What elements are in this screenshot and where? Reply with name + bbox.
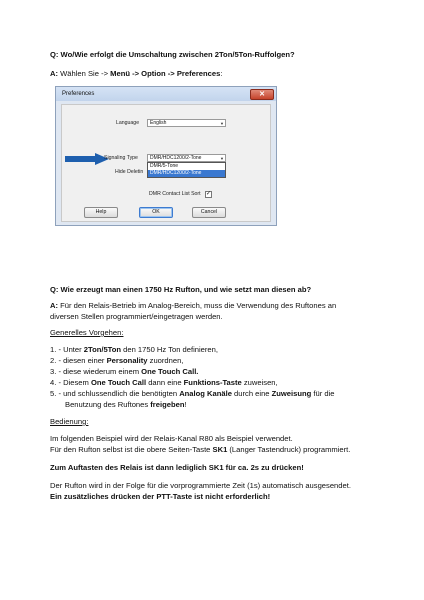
step-term: Zuweisung [271, 389, 312, 398]
answer-prefix: A: [50, 69, 61, 78]
step-text: Benutzung des Ruftones [65, 400, 151, 409]
usage-text: Für den Rufton selbst ist die obere Seiten-Taste [50, 445, 213, 454]
step-text: 2. - diesen einer [50, 356, 107, 365]
usage-heading: Bedienung: [50, 417, 89, 426]
step-text: ! [184, 400, 187, 409]
dropdown-option[interactable]: DMR/5-Tone [150, 163, 179, 169]
step-term: freigeben [150, 400, 185, 409]
check-icon: ✓ [206, 191, 212, 197]
answer-2-line-2: diversen Stellen programmiert/eingetragen werden. [50, 312, 223, 321]
language-label: Language [116, 120, 140, 126]
step-2 [50, 355, 183, 366]
answer-1 [50, 68, 222, 79]
option-term: Option [141, 69, 166, 78]
step-1 [50, 344, 218, 355]
answer-2-line-1 [50, 300, 336, 311]
procedure-heading: Generelles Vorgehen: [50, 328, 124, 337]
step-3 [50, 366, 198, 377]
preferences-dialog [55, 86, 277, 226]
signaling-type-dropdown [147, 162, 226, 178]
step-text: dann eine [146, 378, 184, 387]
usage-line-3: Der Rufton wird in der Folge für die vorprogrammierte Zeit (1s) automatisch ausgesendet. [50, 481, 351, 490]
close-button[interactable] [250, 89, 274, 100]
step-term: Analog Kanäle [179, 389, 232, 398]
signaling-type-label: Signaling Type [104, 155, 138, 161]
pointer-arrow-icon [65, 153, 109, 165]
arrow-text: -> [129, 69, 142, 78]
step-text: 4. - Diesem [50, 378, 91, 387]
step-text: 3. - diese wiederum einem [50, 367, 142, 376]
language-value: English [150, 120, 167, 126]
usage-text: (Langer Tastendruck) programmiert. [227, 445, 351, 454]
step-5-continued [65, 399, 187, 410]
signaling-type-select[interactable] [147, 154, 226, 162]
step-4 [50, 377, 278, 388]
step-term: One Touch Call. [141, 367, 199, 376]
signaling-type-value: DMR/HDC1200/2-Tone [150, 155, 202, 161]
chevron-down-icon: ▼ [220, 121, 224, 126]
arrow-text: -> [165, 69, 177, 78]
chevron-down-icon: ▼ [220, 156, 224, 161]
close-icon: ✕ [259, 91, 265, 98]
contact-list-sort-checkbox[interactable] [205, 191, 212, 198]
step-text: zuordnen, [147, 356, 184, 365]
dialog-title: Preferences [62, 91, 95, 97]
cancel-button[interactable]: Cancel [192, 207, 226, 218]
colon: : [220, 69, 223, 78]
ok-button[interactable]: OK [139, 207, 173, 218]
help-button[interactable]: Help [84, 207, 118, 218]
usage-line-2 [50, 444, 350, 455]
answer-text: Wählen Sie -> [60, 69, 111, 78]
step-text: den 1750 Hz Ton definieren, [121, 345, 218, 354]
dialog-body [61, 104, 271, 222]
step-term: 2Ton/5Ton [83, 345, 122, 354]
usage-bold-line: Zum Auftasten des Relais ist dann lediglich SK1 für ca. 2s zu drücken! [50, 463, 304, 472]
step-5 [50, 388, 335, 399]
language-select[interactable] [147, 119, 226, 127]
question-2: Q: Wie erzeugt man einen 1750 Hz Rufton, und wie setzt man diesen ab? [50, 285, 312, 294]
contact-list-sort-label: DMR Contact List Sort [149, 191, 201, 197]
step-text: für die [311, 389, 335, 398]
dropdown-option-selected[interactable]: DMR/HDC1200/2-Tone [148, 170, 225, 177]
usage-line-1: Im folgenden Beispiel wird der Relais-Kanal R80 als Beispiel verwendet. [50, 434, 293, 443]
step-term: Funktions-Taste [183, 378, 242, 387]
hide-deleting-label: Hide Deletin [115, 169, 144, 175]
step-text: zuweisen, [241, 378, 278, 387]
question-1: Q: Wo/Wie erfolgt die Umschaltung zwischen 2Ton/5Ton-Ruffolgen? [50, 50, 295, 59]
step-term: One Touch Call [90, 378, 147, 387]
answer-text: Für den Relais-Betrieb im Analog-Bereich, muss die Verwendung des Ruftones an [60, 301, 337, 310]
step-text: 5. - und schlussendlich die benötigten [50, 389, 180, 398]
usage-term: SK1 [212, 445, 228, 454]
usage-line-4: Ein zusätzliches drücken der PTT-Taste ist nicht erforderlich! [50, 492, 271, 501]
menu-term: Menü [110, 69, 130, 78]
step-text: durch eine [231, 389, 272, 398]
preferences-term: Preferences [176, 69, 221, 78]
step-text: 1. - Unter [50, 345, 84, 354]
answer-prefix: A: [50, 301, 61, 310]
step-term: Personality [106, 356, 148, 365]
dialog-titlebar [56, 87, 276, 101]
